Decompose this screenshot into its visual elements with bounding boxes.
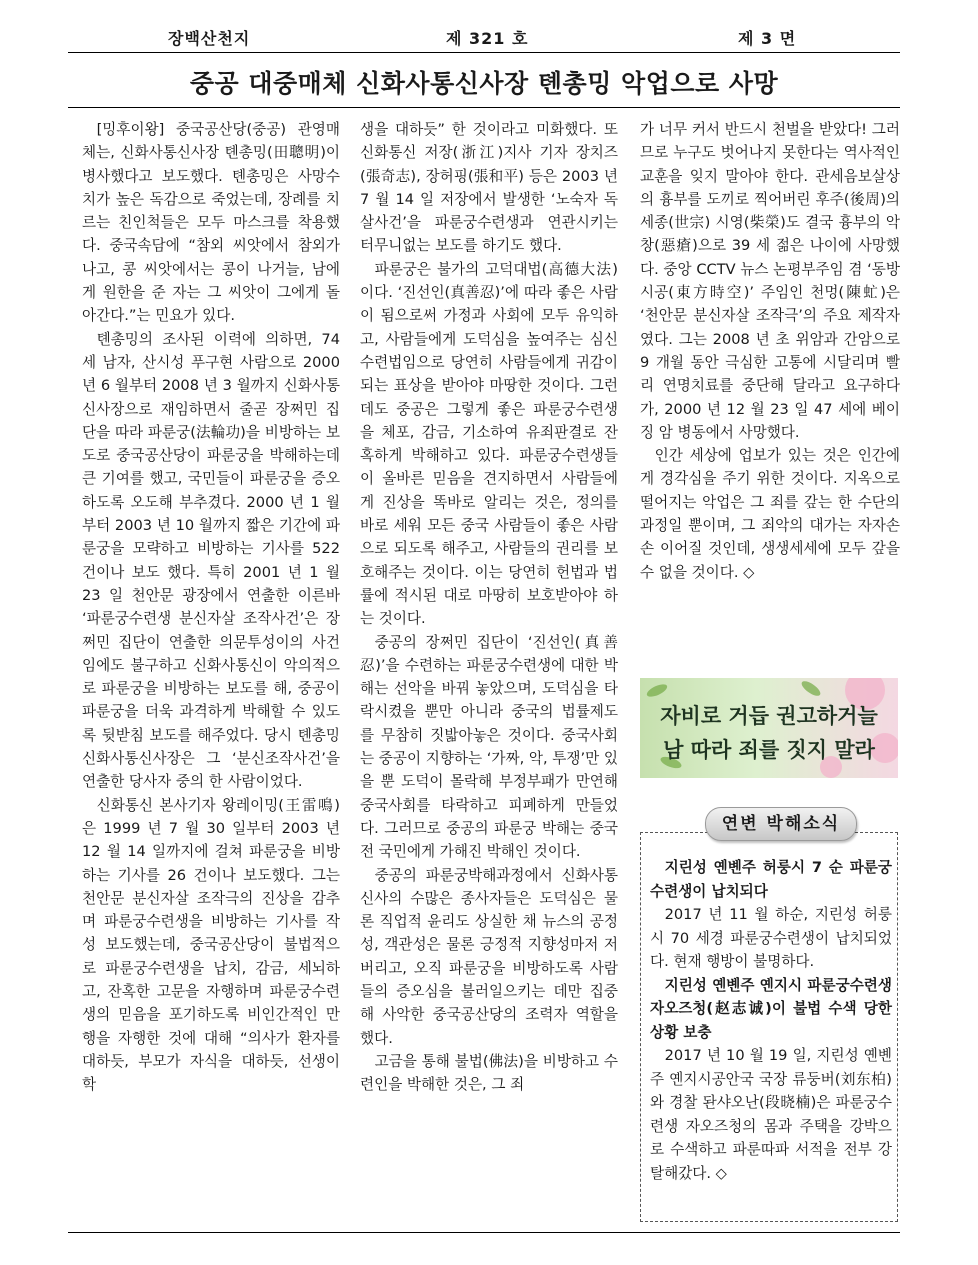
paragraph: 신화통신 본사기자 왕레이밍(王雷鳴)은 1999 년 7 월 30 일부터 2003 년 12 월 14 일까지에 걸쳐 파룬궁을 비방하는 기사를 26 건이나 보도했다. 그는 천안문 분신자살 조작극의 진상을 감추며 파룬궁수련생을 비방하는 기사를 작성 보도했는데, 중국공산당이 불법적으로 파룬궁수련생을 납치, 감금, 세뇌하고, 잔혹한 고문을 자행하며 파룬궁수련생의 믿음을 포기하도록 비인간적인 만행을 자행한 것에 대해 “의사가 환자를 대하듯, 부모가 자식을 대하듯, 선생이 학 [82, 796, 340, 1094]
news-body: 2017 년 10 월 19 일, 지린성 옌볜주 옌지시공안국 국장 류둥버(刘东柏)와 경찰 돤샤오난(段晓楠)은 파룬궁수련생 자오즈청의 몸과 주택을 강박으로 수색하고 파룬따파 서적을 전부 강탈해갔다. ◇ [650, 1047, 892, 1182]
article-column-2 [360, 118, 618, 1096]
article-headline: 중공 대중매체 신화사통신사장 톈총밍 악업으로 사망 [189, 69, 779, 98]
paragraph: 고금을 통해 불법(佛法)을 비방하고 수련인을 박해한 것은, 그 죄 [360, 1052, 618, 1094]
paragraph: 중공의 장쩌민 집단이 ‘진선인(真善忍)’을 수련하는 파룬궁수련생에 대한 박해는 선악을 바꿔 놓았으며, 도덕심을 타락시켰을 뿐만 아니라 중국의 법률제도를 무참히 짓밟아놓은 것이다. 중국사회는 중공이 지향하는 ‘가짜, 악, 투쟁’만 있을 뿐 도덕이 몰락해 부정부패가 만연해 중국사회를 타락하고 피폐하게 만들었다. 그러므로 중공의 파룬궁 박해는 중국 전 국민에게 가해진 박해인 것이다. [360, 633, 618, 861]
publication-name: 장백산천지 [168, 29, 251, 48]
header-rule [68, 52, 900, 53]
quote-banner [640, 678, 898, 778]
leaf-decoration [799, 679, 822, 699]
paragraph: [밍후이왕] 중국공산당(중공) 관영매체는, 신화사통신사장 톈총밍(田聰明)이 병사했다고 보도했다. 톈총밍은 사망수치가 높은 독감으로 죽었는데, 장례를 치르는 친인척들은 모두 마스크를 착용했다. 중국속담에 “참외 씨앗에서 참외가 나고, 콩 씨앗에서는 콩이 나거늘, 남에게 원한을 준 자는 그 씨앗이 그에게 돌아간다.”는 민요가 있다. [82, 121, 340, 325]
paragraph: 톈총밍의 조사된 이력에 의하면, 74 세 남자, 산시성 푸구현 사람으로 2000 년 6 월부터 2008 년 3 월까지 신화사통신사장으로 재임하면서 줄곧 장쩌민 집단을 따라 파룬궁(法輪功)을 비방하는 보도로 중국공산당이 파룬궁을 박해하는데 큰 기여를 했고, 국민들이 파룬궁을 증오하도록 오도해 부추겼다. 2000 년 1 월부터 2003 년 10 월까지 짧은 기간에 파룬궁을 모략하고 비방하는 기사를 522 건이나 보도 했다. 특히 2001 년 1 월 23 일 천안문 광장에서 연출한 이른바 ‘파룬궁수련생 분신자살 조작사건’은 장쩌민 집단이 연출한 의문투성이의 사건임에도 불구하고 신화사통신이 악의적으로 파룬궁을 비방하는 보도를 해, 중공이 파룬궁을 더욱 과격하게 박해할 수 있도록 뒷받침 보도를 해주었다. 당시 톈총밍 신화사통신사장은 그 ‘분신조작사건’을 연출한 당사자 중의 한 사람이었다. [82, 330, 340, 791]
paragraph: 중공의 파룬궁박해과정에서 신화사통신사의 수많은 종사자들은 도덕심은 물론 직업적 윤리도 상실한 채 뉴스의 공정성, 객관성은 물론 긍정적 지향성마저 저버리고, 오직 파룬궁을 비방하도록 사람들의 증오심을 불러일으키는 데만 집중해 사악한 중국공산당의 조력자 역할을 했다. [360, 866, 618, 1047]
paragraph: 인간 세상에 업보가 있는 것은 인간에게 경각심을 주기 위한 것이다. 지옥으로 떨어지는 악업은 그 죄를 갚는 한 수단의 과정일 뿐이며, 그 죄악의 대가는 자자손손 이어질 것인데, 생생세세에 모두 갚을 수 없을 것이다. ◇ [640, 447, 900, 581]
page-header [68, 20, 908, 56]
paragraph: 가 너무 커서 반드시 천벌을 받았다! 그러므로 누구도 벗어나지 못한다는 역사적인 교훈을 잊지 말아야 한다. 관세음보살상의 흉부를 도끼로 찍어버린 후주(後周)의 세종(世宗) 시영(柴榮)도 결국 흉부의 악창(惡瘡)으로 39 세 젊은 나이에 사망했다. 중앙 CCTV 뉴스 논평부주임 겸 ‘동방시공(東方時空)’ 주임인 천멍(陳虻)은 ‘천안문 분신자살 조작극’의 주요 제작자였다. 그는 2008 년 초 위암과 간암으로 9 개월 동안 극심한 고통에 시달리며 빨리 연명치료를 중단해 달라고 요구하다가, 2000 년 12 월 23 일 47 세에 베이징 암 병동에서 사망했다. [640, 121, 900, 441]
footer-rule [68, 1232, 900, 1233]
article-column-1 [82, 118, 340, 1096]
paragraph: 생을 대하듯” 한 것이라고 미화했다. 또 신화통신 저장(浙江)지사 기자 장치즈(張奇志), 장허핑(張和平) 등은 2003 년 7 월 14 일 저장에서 발생한 ‘노숙자 독살사건’을 파룬궁수련생과 연관시키는 터무니없는 보도를 하기도 했다. [360, 121, 618, 255]
article-column-3 [640, 118, 900, 584]
page-number: 제 3 면 [738, 29, 797, 48]
news-box-title: 연변 박해소식 [705, 807, 857, 841]
leaf-decoration [645, 682, 669, 699]
paragraph: 파룬궁은 불가의 고덕대법(高德大法)이다. ‘진선인(真善忍)’에 따라 좋은 사람이 됨으로써 가정과 사회에 모두 유익하고, 사람들에게 도덕심을 높여주는 심신수련법임으로 당연히 사람들에게 귀감이 되는 표상을 받아야 마땅한 것이다. 그런데도 중공은 그렇게 좋은 파룬궁수련생을 체포, 감금, 기소하여 유죄판결로 잔혹하게 박해하고 있다. 파룬궁수련생들이 올바른 믿음을 견지하면서 사람들에게 진상을 똑바로 알리는 것은, 정의를 바로 세워 모든 중국 사람들이 좋은 사람으로 되도록 해주고, 사람들의 권리를 보호해주는 것이다. 이는 당연히 헌법과 법률에 적시된 대로 마땅히 보호받아야 하는 것이다. [360, 260, 618, 628]
news-body: 2017 년 11 월 하순, 지린성 허룽시 70 세경 파룬궁수련생이 납치되었다. 현재 행방이 불명하다. [650, 906, 892, 970]
banner-line-2: 남 따라 죄를 짓지 말라 [663, 738, 875, 762]
news-headline: 지린성 옌볜주 옌지시 파룬궁수련생 자오즈청(赵志诚)이 불법 수색 당한 상황 보충 [650, 976, 892, 1041]
news-headline: 지린성 옌볜주 허룽시 7 순 파룬궁수련생이 납치되다 [650, 859, 892, 900]
issue-number: 제 321 호 [446, 29, 529, 48]
news-items [650, 856, 892, 1185]
headline-rule [68, 107, 900, 108]
banner-line-1: 자비로 거듭 권고하거늘 [660, 704, 878, 728]
